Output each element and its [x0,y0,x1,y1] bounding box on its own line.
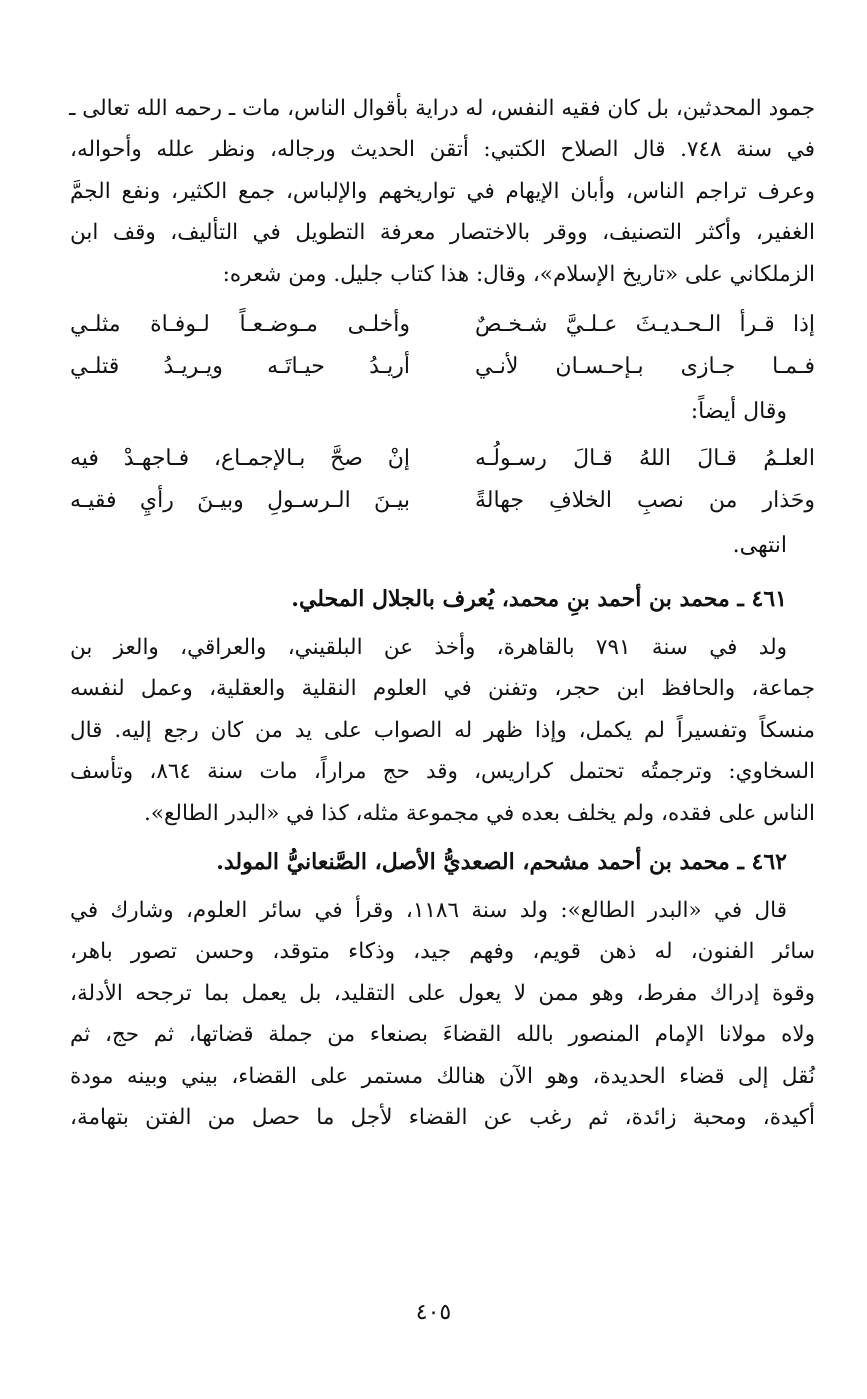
text-line: أكيدة، ومحبة زائدة، ثم رغب عن القضاء لأجل ما حصل من الفتن بتهامة، [70,1105,815,1131]
text-line: الناس على فقده، ولم يخلف بعده في مجموعة مثله، كذا في «البدر الطالع». [143,800,815,826]
verse-first-hemistich: إذا قـرأ الـحـديـثَ عـلـيَّ شـخـصٌ [475,311,815,337]
poem-one [70,303,815,387]
entry-462-title: ٤٦٢ ـ محمد بن أحمد مشحم، الصعديُّ الأصل، الصَّنعانيُّ المولد. [216,849,787,876]
entry-461-paragraph [70,627,815,834]
text-line: نُقل إلى قضاء الحديدة، وهو الآن هنالك مستمر على القضاء، بيني وبينه مودة [70,1063,815,1089]
intro-paragraph [70,88,815,295]
page-number: ٤٠٥ [415,1300,452,1325]
verse-second-hemistich: وأخلـى مـوضـعـاً لـوفـاة مثلـي [70,311,410,337]
poem-two [70,437,815,521]
verse-first-hemistich: وحَذار من نصبِ الخلافِ جهالةً [475,487,815,513]
verse-first-hemistich: العلـمُ قـالَ اللهُ قـالَ رسـولُـه [475,445,815,471]
also-said-line: وقال أيضاً: [690,399,787,425]
verse-row [70,437,815,479]
ended-line: انتهى. [732,533,787,559]
verse-row [70,303,815,345]
verse-first-hemistich: فـمـا جـازى بـإحـسـان لأنـي [475,353,815,379]
entry-461-title: ٤٦١ ـ محمد بن أحمد بنِ محمد، يُعرف بالجلال المحلي. [291,586,787,613]
text-line: الزملكاني على «تاريخ الإسلام»، وقال: هذا كتاب جليل. ومن شعره: [222,261,815,287]
verse-second-hemistich: إنْ صحَّ بـالإجمـاع، فـاجهـدْ فيه [70,445,410,471]
text-line: جماعة، والحافظ ابن حجر، وتفنن في العلوم النقلية والعقلية، وعمل لنفسه [70,676,815,702]
text-line: وقوة إدراك مفرط، وهو ممن لا يعول على التقليد، بل يعمل بما ترجحه الأدلة، [70,980,815,1006]
verse-second-hemistich: بيـنَ الـرسـولِ وبيـنَ رأيِ فقيـه [70,487,410,513]
text-line: ولاه مولانا الإمام المنصور بالله القضاءَ بصنعاء من جملة قضاتها، ثم حج، ثم [70,1022,815,1048]
text-line: وعرف تراجم الناس، وأبان الإيهام في تواريخهم والإلباس، جمع الكثير، ونفع الجمَّ [70,178,815,204]
text-line: في سنة ٧٤٨. قال الصلاح الكتبي: أتقن الحديث ورجاله، ونظر علله وأحواله، [70,137,815,163]
verse-row [70,479,815,521]
text-line: جمود المحدثين، بل كان فقيه النفس، له دراية بأقوال الناس، مات ـ رحمه الله تعالى ـ [69,96,815,121]
text-line: سائر الفنون، له ذهن قويم، وفهم جيد، وذكاء متوقد، وحسن تصور باهر، [70,939,815,965]
text-line: الغفير، وأكثر التصنيف، ووقر بالاختصار معرفة التطويل في التأليف، وقف ابن [70,220,815,246]
verse-row [70,345,815,387]
text-line: ولد في سنة ٧٩١ بالقاهرة، وأخذ عن البلقيني، والعراقي، والعز بن [70,635,788,661]
text-line: قال في «البدر الطالع»: ولد سنة ١١٨٦، وقرأ في سائر العلوم، وشارك في [70,898,787,924]
text-line: منسكاً وتفسيراً لم يكمل، وإذا ظهر له الصواب على يد من كان رجع إليه. قال [70,717,815,743]
page-body [70,88,815,1139]
verse-second-hemistich: أريـدُ حيـاتَـه ويـريـدُ قتلـي [70,353,410,379]
entry-462-paragraph [70,890,815,1138]
text-line: السخاوي: وترجمتُه تحتمل كراريس، وقد حج مراراً، مات سنة ٨٦٤، وتأسف [70,759,816,785]
